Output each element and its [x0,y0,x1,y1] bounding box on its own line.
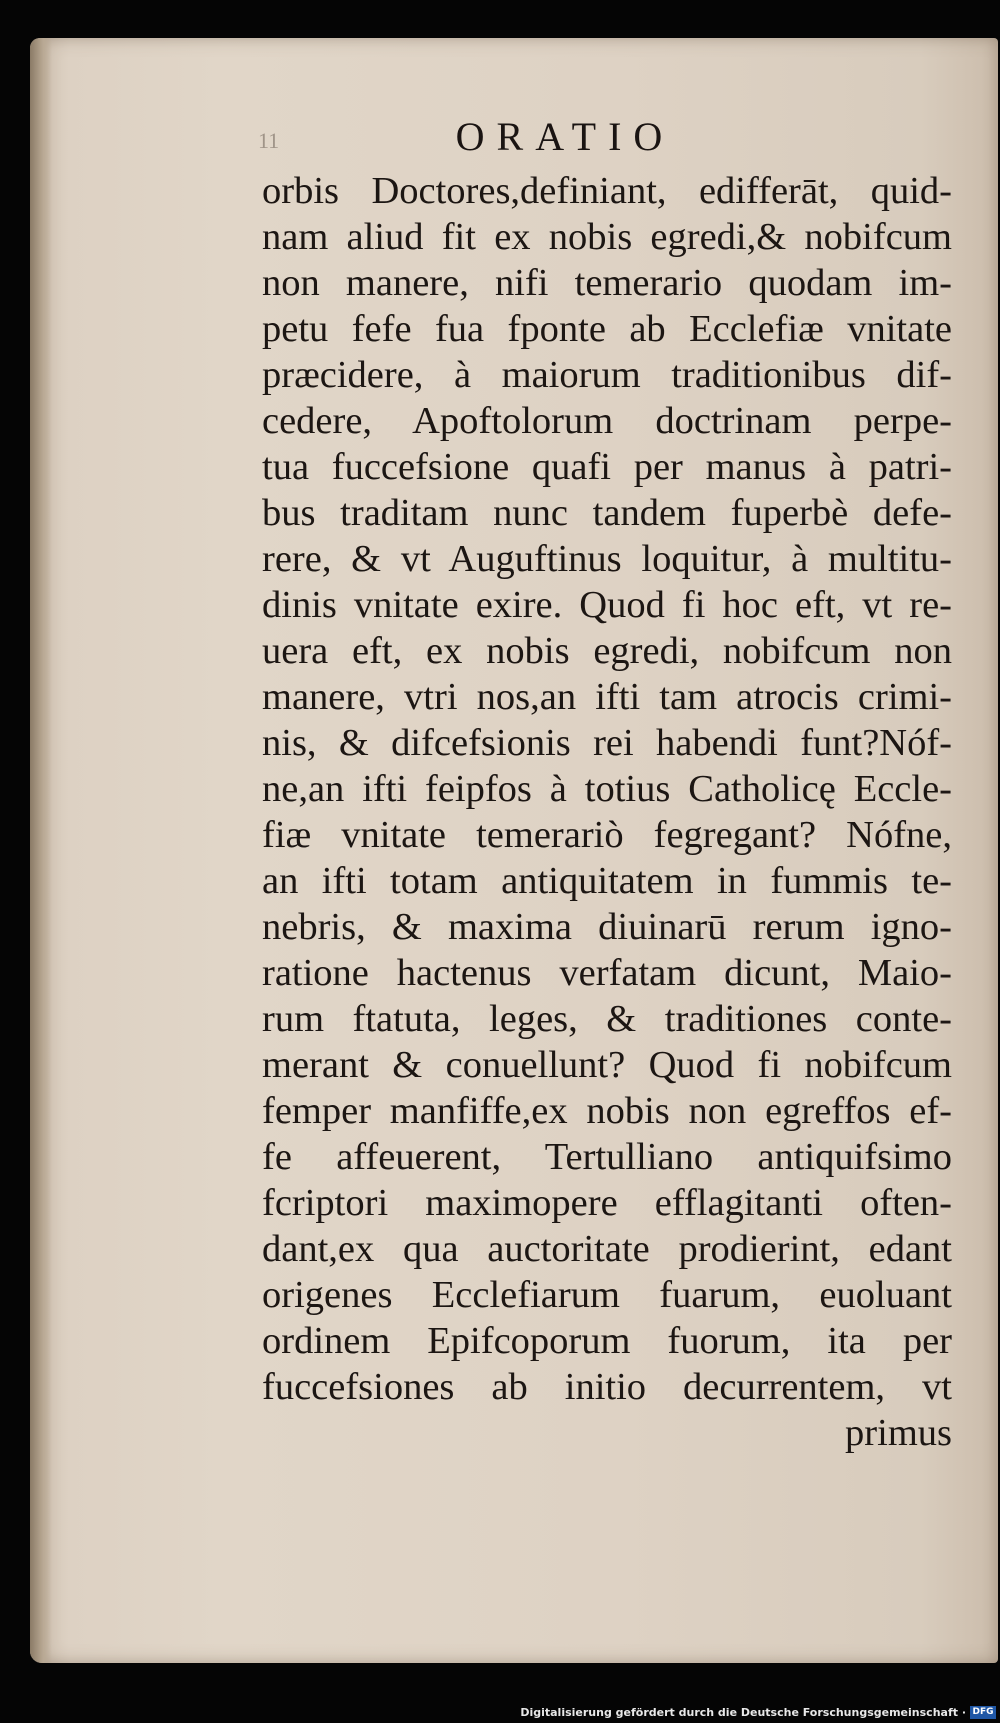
text-line: fiæ vnitate temerariò fegregant? Nófne, [262,814,952,856]
text-line: petu fefe fua fponte ab Ecclefiæ vnitate [262,308,952,350]
text-line: dinis vnitate exire. Quod fi hoc eft, vt re- [262,584,952,626]
text-line: ordinem Epifcoporum fuorum, ita per [262,1320,952,1362]
text-line: dant,ex qua auctoritate prodierint, edant [262,1228,952,1270]
text-line: ratione hactenus verfatam dicunt, Maio- [262,952,952,994]
text-line: ne,an ifti feipfos à totius Catholicę Eccle- [262,768,952,810]
text-line: merant & conuellunt? Quod fi nobifcum [262,1044,952,1086]
funding-credit: Digitalisierung gefördert durch die Deutsche Forschungsgemeinschaft · [520,1706,966,1719]
text-line: nam aliud fit ex nobis egredi,& nobifcum [262,216,952,258]
page-number-faint: 11 [258,128,280,153]
text-line: fuccefsiones ab initio decurrentem, vt [262,1366,952,1408]
text-line: tua fuccefsione quafi per manus à patri- [262,446,952,488]
text-line: nis, & difcefsionis rei habendi funt?Nóf- [262,722,952,764]
text-line: cedere, Apoftolorum doctrinam perpe- [262,400,952,442]
text-line: femper manfiffe,ex nobis non egreffos ef- [262,1090,952,1132]
text-line: uera eft, ex nobis egredi, nobifcum non [262,630,952,672]
text-line: fcriptori maximopere efflagitanti often- [262,1182,952,1224]
text-line: bus traditam nunc tandem fuperbè defe- [262,492,952,534]
text-line: origenes Ecclefiarum fuarum, euoluant [262,1274,952,1316]
text-line: rum ftatuta, leges, & traditiones conte- [262,998,952,1040]
text-line: nebris, & maxima diuinarū rerum igno- [262,906,952,948]
dfg-logo: DFG [970,1706,996,1719]
page-fore-edge [30,38,52,1663]
body-text [262,168,952,1456]
text-line: an ifti totam antiquitatem in fummis te- [262,860,952,902]
text-line: fe affeuerent, Tertulliano antiquifsimo [262,1136,952,1178]
catchword: primus [845,1412,952,1454]
text-line: rere, & vt Auguftinus loquitur, à multitu- [262,538,952,580]
footer-bar [0,1697,1000,1723]
text-line: præcidere, à maiorum traditionibus dif- [262,354,952,396]
running-head: ORATIO [455,114,675,159]
text-line: non manere, nifi temerario quodam im- [262,262,952,304]
text-line: orbis Doctores,definiant, edifferāt, quid- [262,170,952,212]
text-line: manere, vtri nos,an ifti tam atrocis crimi- [262,676,952,718]
